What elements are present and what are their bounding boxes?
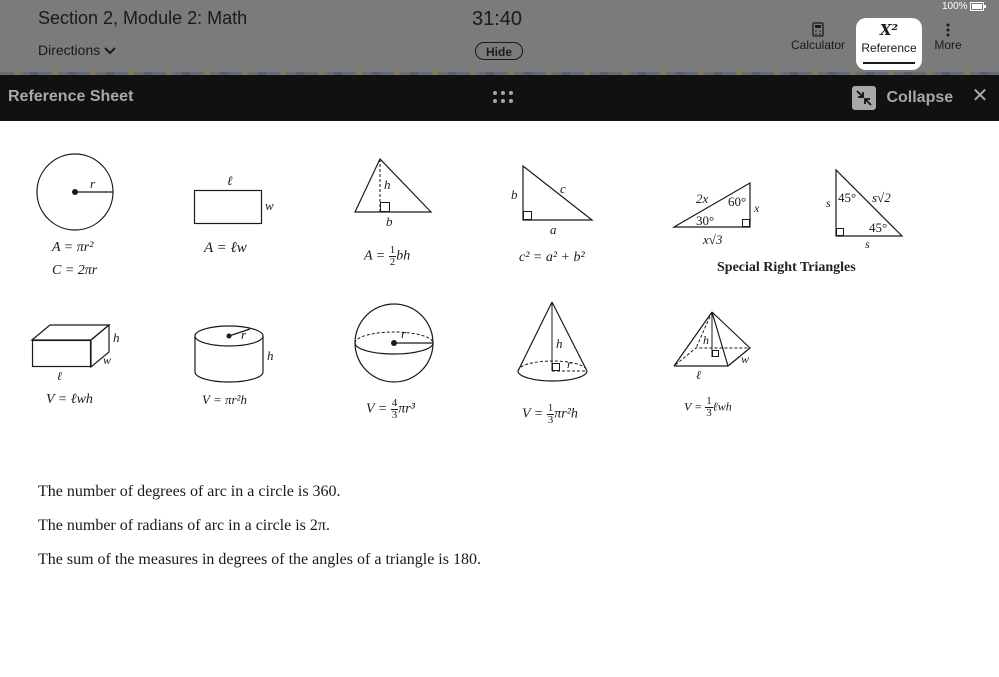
calculator-icon <box>790 20 846 38</box>
cylinder-height-label: h <box>267 348 274 363</box>
battery-icon <box>970 2 986 11</box>
section-title: Section 2, Module 2: Math <box>38 8 248 28</box>
chevron-down-icon <box>104 46 116 56</box>
triangle-base-label: b <box>386 214 393 229</box>
sphere-volume-formula: V = $\frac{4}{3}$ πr³ <box>366 397 415 421</box>
rectangular-box-figure <box>28 320 128 385</box>
hide-timer-button[interactable]: Hide <box>475 42 523 60</box>
45-degree-top-label: 45° <box>838 190 857 205</box>
exam-header <box>0 0 999 75</box>
right-triangle-figure <box>505 160 600 240</box>
45-hyp-label: s√2 <box>872 190 891 205</box>
pyramid-volume-formula: V = $\frac{1}{3}$ ℓwh <box>684 395 732 419</box>
cone-height-label: h <box>556 336 563 351</box>
30-60-short-label: x <box>754 201 760 215</box>
fact-triangle-angles: The sum of the measures in degrees of the angles of a triangle is 180. <box>38 551 481 568</box>
rectangle-area-formula: A = ℓw <box>204 240 247 256</box>
reference-button[interactable] <box>856 18 922 70</box>
pyramid-length-label: ℓ <box>696 368 701 382</box>
more-button[interactable] <box>930 20 966 52</box>
pythagorean-formula: c² = a² + b² <box>519 250 585 265</box>
box-volume-formula: V = ℓwh <box>46 392 93 407</box>
circle-circumference-formula: C = 2πr <box>52 263 98 278</box>
more-label: More <box>934 38 962 52</box>
battery-percent: 100% <box>942 1 968 12</box>
fact-degrees: The number of degrees of arc in a circle is 360. <box>38 483 341 500</box>
pyramid-figure <box>668 306 763 384</box>
cone-volume-formula: V = $\frac{1}{3}$ πr²h <box>522 402 578 426</box>
45-leg-left-label: s <box>826 196 831 210</box>
circle-radius-label: r <box>90 176 96 191</box>
rectangle-figure <box>190 170 280 230</box>
box-height-label: h <box>113 330 120 345</box>
right-triangle-b-label: b <box>511 187 518 202</box>
reference-sheet-title: Reference Sheet <box>8 88 134 105</box>
more-vertical-icon <box>930 20 966 38</box>
cone-figure <box>512 298 597 388</box>
fact-radians: The number of radians of arc in a circle is 2π. <box>38 517 330 534</box>
directions-toggle[interactable] <box>38 42 116 58</box>
sphere-radius-label: r <box>401 326 407 341</box>
close-icon[interactable]: ✕ <box>971 85 989 107</box>
30-60-hyp-label: 2x <box>696 191 709 206</box>
rectangle-length-label: ℓ <box>227 173 233 188</box>
45-45-90-triangle-figure <box>820 166 910 250</box>
triangle-height-label: h <box>384 177 391 192</box>
triangle-figure <box>350 155 440 230</box>
circle-figure <box>32 150 122 235</box>
collapse-label: Collapse <box>886 89 954 106</box>
triangle-area-formula: A = $\frac{1}{2}$ bh <box>364 244 411 268</box>
timer: 31:40 <box>472 8 523 30</box>
right-triangle-c-label: c <box>560 181 566 196</box>
reference-label: Reference <box>861 41 917 55</box>
45-leg-bottom-label: s <box>865 237 870 250</box>
reference-active-underline <box>863 62 915 64</box>
30-degree-label: 30° <box>696 213 715 228</box>
rectangle-width-label: w <box>265 198 274 213</box>
30-60-90-triangle-figure <box>668 176 768 250</box>
cylinder-radius-label: r <box>241 327 247 342</box>
reference-icon: X² <box>879 21 899 39</box>
45-degree-bottom-label: 45° <box>869 220 888 235</box>
pyramid-height-label: h <box>703 333 709 347</box>
battery-status <box>942 1 986 12</box>
circle-area-formula: A = πr² <box>52 240 94 255</box>
60-degree-label: 60° <box>728 194 747 209</box>
cylinder-figure <box>190 322 280 387</box>
pyramid-width-label: w <box>741 352 750 366</box>
box-length-label: ℓ <box>57 369 62 383</box>
collapse-button[interactable] <box>852 86 953 110</box>
30-60-long-label: x√3 <box>703 232 723 247</box>
special-right-triangles-label: Special Right Triangles <box>717 260 856 275</box>
collapse-icon <box>852 86 876 110</box>
cone-radius-label: r <box>567 357 572 371</box>
sphere-figure <box>350 300 440 390</box>
reference-sheet-bar <box>0 75 999 121</box>
right-triangle-a-label: a <box>550 222 557 237</box>
box-width-label: w <box>103 353 112 367</box>
calculator-label: Calculator <box>790 38 846 52</box>
drag-handle-icon[interactable] <box>492 89 514 105</box>
directions-label: Directions <box>38 42 101 58</box>
cylinder-volume-formula: V = πr²h <box>202 392 247 407</box>
calculator-button[interactable] <box>790 20 846 52</box>
